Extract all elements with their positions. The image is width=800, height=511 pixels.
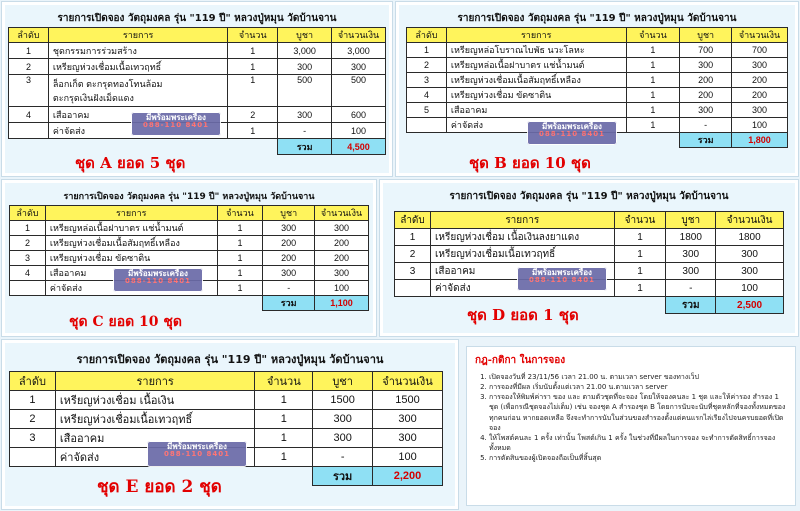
cell-no: 4 [10, 266, 46, 281]
cell-qty: 1 [228, 123, 278, 139]
rule-item: 5. การตัดสินของผู้เปิดจองถือเป็นที่สิ้นสุด [489, 453, 787, 463]
total-spacer [10, 296, 46, 311]
col-header-amount: จำนวนเงิน [732, 28, 788, 43]
cell-no: 1 [9, 43, 49, 59]
stamp-phone: 088-110 8401 [163, 450, 231, 459]
table-row [407, 58, 788, 73]
total-label: รวม [680, 133, 732, 148]
total-spacer [45, 296, 217, 311]
cell-no: 1 [407, 43, 447, 58]
col-header-no: ลำดับ [395, 212, 431, 229]
col-header-item: รายการ [430, 212, 614, 229]
cell-price: 1500 [313, 391, 373, 410]
cell-item: เสืออาคม [446, 103, 626, 118]
cell-qty: 1 [614, 263, 666, 280]
total-spacer [614, 297, 666, 314]
panel-set-e [2, 340, 458, 509]
table-row [9, 43, 386, 59]
cell-price: 300 [680, 103, 732, 118]
cell-no: 1 [10, 391, 56, 410]
cell-price: 200 [263, 251, 315, 266]
col-header-no: ลำดับ [10, 372, 56, 391]
col-header-qty: จำนวน [626, 28, 680, 43]
cell-qty: 1 [614, 280, 666, 297]
stamp-name: มีพร้อมพระเครื่อง [532, 268, 592, 277]
cell-price: 700 [680, 43, 732, 58]
cell-item: เหรียญหล่อเนื้อฝาบาตร แช่น้ำมนต์ [45, 221, 217, 236]
col-header-price: บูชา [313, 372, 373, 391]
cell-no [9, 123, 49, 139]
cell-no: 2 [395, 246, 431, 263]
total-row [10, 296, 369, 311]
cell-amount: 600 [332, 107, 386, 123]
cell-amount: 100 [332, 123, 386, 139]
cell-no: 3 [10, 429, 56, 448]
total-spacer [228, 139, 278, 155]
cell-no: 4 [9, 107, 49, 123]
cell-price: 300 [313, 410, 373, 429]
col-header-price: บูชา [666, 212, 716, 229]
cell-qty: 1 [626, 43, 680, 58]
cell-item: ค่าจัดส่ง [446, 118, 626, 133]
total-row [10, 467, 443, 486]
cell-amount: 300 [716, 263, 784, 280]
cell-amount: 300 [373, 410, 443, 429]
col-header-price: บูชา [680, 28, 732, 43]
header-row [407, 28, 788, 43]
set-label: ชุด B ยอด 10 ชุด [469, 154, 591, 172]
header-row [9, 28, 386, 43]
table-row [407, 73, 788, 88]
cell-amount: 100 [732, 118, 788, 133]
table-row [395, 229, 784, 246]
panel-title: รายการเปิดจอง วัตถุมงคล รุ่น "119 ปี" หลวงปู่หมุน วัดบ้านจาน [76, 353, 384, 366]
rule-item: 1. เปิดจองวันที่ 23/11/56 เวลา 21.00 น. ตามเวลา server ของทางเว็ป [489, 372, 787, 382]
shop-watermark-stamp [527, 121, 617, 145]
cell-qty: 1 [626, 58, 680, 73]
cell-no: 3 [407, 73, 447, 88]
col-header-price: บูชา [278, 28, 332, 43]
cell-qty: 1 [228, 75, 278, 107]
col-header-item: รายการ [48, 28, 227, 43]
table-row [10, 251, 369, 266]
cell-no [395, 280, 431, 297]
stamp-name: มีพร้อมพระเครื่อง [542, 122, 602, 131]
col-header-amount: จำนวนเงิน [315, 206, 369, 221]
cell-price: 300 [278, 59, 332, 75]
panel-title: รายการเปิดจอง วัตถุมงคล รุ่น "119 ปี" หลวงปู่หมุน วัดบ้านจาน [63, 192, 315, 202]
cell-item: ชุดกรรมการร่วมสร้าง [48, 43, 227, 59]
cell-item: เสืออาคม [48, 107, 227, 123]
order-table [9, 205, 369, 311]
total-label: รวม [278, 139, 332, 155]
cell-amount: 300 [716, 246, 784, 263]
cell-amount: 200 [732, 88, 788, 103]
total-spacer [395, 297, 431, 314]
cell-no: 2 [9, 59, 49, 75]
cell-qty: 1 [217, 266, 263, 281]
cell-qty: 1 [255, 391, 313, 410]
header-row [395, 212, 784, 229]
shop-watermark-stamp [147, 441, 247, 467]
total-value: 4,500 [332, 139, 386, 155]
table-row [10, 236, 369, 251]
cell-qty: 1 [614, 229, 666, 246]
col-header-qty: จำนวน [614, 212, 666, 229]
stamp-name: มีพร้อมพระเครื่อง [146, 113, 206, 122]
cell-amount: 300 [373, 429, 443, 448]
col-header-qty: จำนวน [217, 206, 263, 221]
total-spacer [407, 133, 447, 148]
cell-no [10, 281, 46, 296]
table-row [407, 43, 788, 58]
order-table [9, 371, 443, 486]
cell-qty: 1 [228, 43, 278, 59]
table-row [395, 246, 784, 263]
table-row [10, 391, 443, 410]
rules-heading: กฎ-กติกา ในการจอง [475, 355, 566, 366]
total-row [9, 139, 386, 155]
cell-amount: 300 [315, 266, 369, 281]
cell-price: - [278, 123, 332, 139]
total-label: รวม [263, 296, 315, 311]
panel-set-a [2, 2, 392, 176]
header-row [10, 206, 369, 221]
cell-price: 200 [680, 88, 732, 103]
cell-amount: 3,000 [332, 43, 386, 59]
cell-item: ค่าจัดส่ง [430, 280, 614, 297]
set-label: ชุด D ยอด 1 ชุด [467, 306, 579, 324]
cell-item: เหรียญหล่อเนื้อฝาบาตร แช่น้ำมนต์ [446, 58, 626, 73]
cell-amount: 300 [315, 221, 369, 236]
shop-watermark-stamp [517, 267, 607, 291]
cell-item: เหรียญห่วงเชื่อมเนื้อเทวฤทธิ์ [430, 246, 614, 263]
cell-qty: 1 [217, 251, 263, 266]
col-header-price: บูชา [263, 206, 315, 221]
cell-item: เหรียญห่วงเชื่อม เนื้อเงิน [55, 391, 255, 410]
cell-qty: 2 [228, 107, 278, 123]
shop-watermark-stamp [131, 112, 221, 136]
cell-amount: 100 [315, 281, 369, 296]
stamp-name: มีพร้อมพระเครื่อง [167, 442, 227, 451]
col-header-no: ลำดับ [10, 206, 46, 221]
table-row [10, 221, 369, 236]
col-header-amount: จำนวนเงิน [332, 28, 386, 43]
cell-item: เสืออาคม [430, 263, 614, 280]
cell-qty: 1 [614, 246, 666, 263]
cell-price: 300 [666, 246, 716, 263]
cell-item: เสืออาคม [55, 429, 255, 448]
cell-qty: 1 [217, 221, 263, 236]
cell-item: เหรียญห่วงเชื่อมเนื้อสัมฤทธิ์เหลือง [45, 236, 217, 251]
cell-item: ค่าจัดส่ง [48, 123, 227, 139]
cell-item: เหรียญห่วงเชื่อมเนื้อสัมฤทธิ์เหลือง [446, 73, 626, 88]
cell-price: 300 [263, 221, 315, 236]
cell-amount: 200 [315, 236, 369, 251]
cell-price: 300 [680, 58, 732, 73]
cell-item: เหรียญห่วงเชื่อม ขัดซาติน [446, 88, 626, 103]
cell-amount: 300 [332, 59, 386, 75]
cell-price: - [680, 118, 732, 133]
total-spacer [217, 296, 263, 311]
set-label: ชุด C ยอด 10 ชุด [69, 314, 183, 330]
cell-no: 2 [10, 236, 46, 251]
cell-item: ล็อกเก็ต ตะกรุดทองโทนล้อม ตะกรุดเงินฝังเม็ดแดง [48, 75, 227, 107]
total-spacer [9, 139, 49, 155]
header-row [10, 372, 443, 391]
cell-price: 300 [666, 263, 716, 280]
total-spacer [255, 467, 313, 486]
set-label: ชุด A ยอด 5 ชุด [75, 154, 186, 172]
rule-item: 2. การจองที่มีผล เริ่มนับตั้งแต่เวลา 21.00 น.ตามเวลา server [489, 382, 787, 392]
cell-price: - [666, 280, 716, 297]
rules-list [475, 372, 787, 463]
cell-no: 4 [407, 88, 447, 103]
stamp-phone: 088-110 8401 [124, 277, 192, 286]
cell-no: 5 [407, 103, 447, 118]
stamp-name: มีพร้อมพระเครื่อง [128, 269, 188, 278]
col-header-item: รายการ [45, 206, 217, 221]
cell-no: 3 [395, 263, 431, 280]
cell-qty: 1 [626, 103, 680, 118]
cell-amount: 1800 [716, 229, 784, 246]
cell-qty: 1 [255, 429, 313, 448]
order-table [394, 211, 784, 314]
cell-price: 1800 [666, 229, 716, 246]
cell-qty: 1 [626, 73, 680, 88]
cell-amount: 100 [716, 280, 784, 297]
total-value: 1,100 [315, 296, 369, 311]
cell-amount: 200 [732, 73, 788, 88]
total-spacer [10, 467, 56, 486]
cell-item: ค่าจัดส่ง [45, 281, 217, 296]
cell-amount: 500 [332, 75, 386, 107]
cell-price: - [263, 281, 315, 296]
rule-item: 4. ให้โพสต์คนละ 1 ครั้ง เท่านั้น โพสต์เกิน 1 ครั้ง ในช่วงที่มีผลในการจอง จะทำการตัดสิทธิ์การจองทั้งหมด [489, 433, 787, 453]
cell-no [10, 448, 56, 467]
cell-amount: 300 [732, 103, 788, 118]
cell-no: 3 [10, 251, 46, 266]
booking-rules [466, 346, 796, 506]
cell-qty: 1 [626, 88, 680, 103]
cell-price: 200 [680, 73, 732, 88]
col-header-item: รายการ [446, 28, 626, 43]
cell-no: 1 [10, 221, 46, 236]
cell-qty: 1 [255, 410, 313, 429]
cell-item: เหรียญห่วงเชื่อมเนื้อเทวฤทธิ์ [55, 410, 255, 429]
total-label: รวม [313, 467, 373, 486]
panel-set-c [2, 180, 376, 336]
col-header-item: รายการ [55, 372, 255, 391]
col-header-amount: จำนวนเงิน [373, 372, 443, 391]
cell-item: เหรียญห่วงเชื่อมเนื้อเทวฤทธิ์ [48, 59, 227, 75]
table-row [10, 410, 443, 429]
cell-no [407, 118, 447, 133]
col-header-qty: จำนวน [228, 28, 278, 43]
table-row [407, 88, 788, 103]
col-header-qty: จำนวน [255, 372, 313, 391]
cell-price: 3,000 [278, 43, 332, 59]
panel-title: รายการเปิดจอง วัตถุมงคล รุ่น "119 ปี" หลวงปู่หมุน วัดบ้านจาน [457, 13, 737, 24]
cell-no: 2 [10, 410, 56, 429]
total-row [395, 297, 784, 314]
cell-price: 500 [278, 75, 332, 107]
panel-set-d [380, 180, 798, 336]
table-row [9, 75, 386, 107]
cell-qty: 1 [228, 59, 278, 75]
cell-price: - [313, 448, 373, 467]
col-header-no: ลำดับ [9, 28, 49, 43]
col-header-amount: จำนวนเงิน [716, 212, 784, 229]
stamp-phone: 088-110 8401 [142, 121, 210, 130]
panel-set-b [396, 2, 798, 176]
cell-no: 3 [9, 75, 49, 107]
rule-item: 3. การจองให้พิมพ์ค่ารา ของ และ ตามตัวชุดที่จะจอง โดยให้จองคนละ 1 ชุด และให้ค่ารอง สำรอง 1 ชุด (เพื่อกรณีชุดจองไม่เต็ม) เช่น จองชุด A สำรองชุด B โดยการนับจะนับที่ชุดหลักที่จองทั้งหมดของทุกคนก่อน หากยอดเหลือ จึงจะทำการนับในส่วนของสำรองตั้งแต่คนแรกไล่เรียงไปจนครบยอดที่เปิดจอง [489, 392, 787, 433]
cell-qty: 1 [255, 448, 313, 467]
cell-qty: 1 [217, 281, 263, 296]
stamp-phone: 088-110 8401 [528, 276, 596, 285]
set-label: ชุด E ยอด 2 ชุด [97, 477, 222, 497]
total-value: 2,500 [716, 297, 784, 314]
cell-qty: 1 [626, 118, 680, 133]
total-value: 1,800 [732, 133, 788, 148]
cell-item: เสืออาคม [45, 266, 217, 281]
cell-qty: 1 [217, 236, 263, 251]
cell-item: เหรียญห่วงเชื่อม ขัดซาติน [45, 251, 217, 266]
panel-title: รายการเปิดจอง วัตถุมงคล รุ่น "119 ปี" หลวงปู่หมุน วัดบ้านจาน [57, 13, 337, 24]
cell-item: เหรียญห่วงเชื่อม เนื้อเงินลงยาแดง [430, 229, 614, 246]
table-row [407, 103, 788, 118]
cell-price: 300 [263, 266, 315, 281]
total-label: รวม [666, 297, 716, 314]
panel-title: รายการเปิดจอง วัตถุมงคล รุ่น "119 ปี" หลวงปู่หมุน วัดบ้านจาน [449, 191, 729, 202]
cell-item: ค่าจัดส่ง [55, 448, 255, 467]
total-value: 2,200 [373, 467, 443, 486]
total-spacer [626, 133, 680, 148]
stamp-phone: 088-110 8401 [538, 130, 606, 139]
shop-watermark-stamp [113, 268, 203, 292]
col-header-no: ลำดับ [407, 28, 447, 43]
table-row [9, 59, 386, 75]
cell-amount: 200 [315, 251, 369, 266]
cell-price: 200 [263, 236, 315, 251]
cell-item: เหรียญหล่อโบราณไบพัธ นวะโลหะ [446, 43, 626, 58]
cell-amount: 100 [373, 448, 443, 467]
cell-amount: 700 [732, 43, 788, 58]
cell-price: 300 [278, 107, 332, 123]
cell-amount: 300 [732, 58, 788, 73]
cell-price: 300 [313, 429, 373, 448]
cell-no: 2 [407, 58, 447, 73]
cell-amount: 1500 [373, 391, 443, 410]
cell-no: 1 [395, 229, 431, 246]
